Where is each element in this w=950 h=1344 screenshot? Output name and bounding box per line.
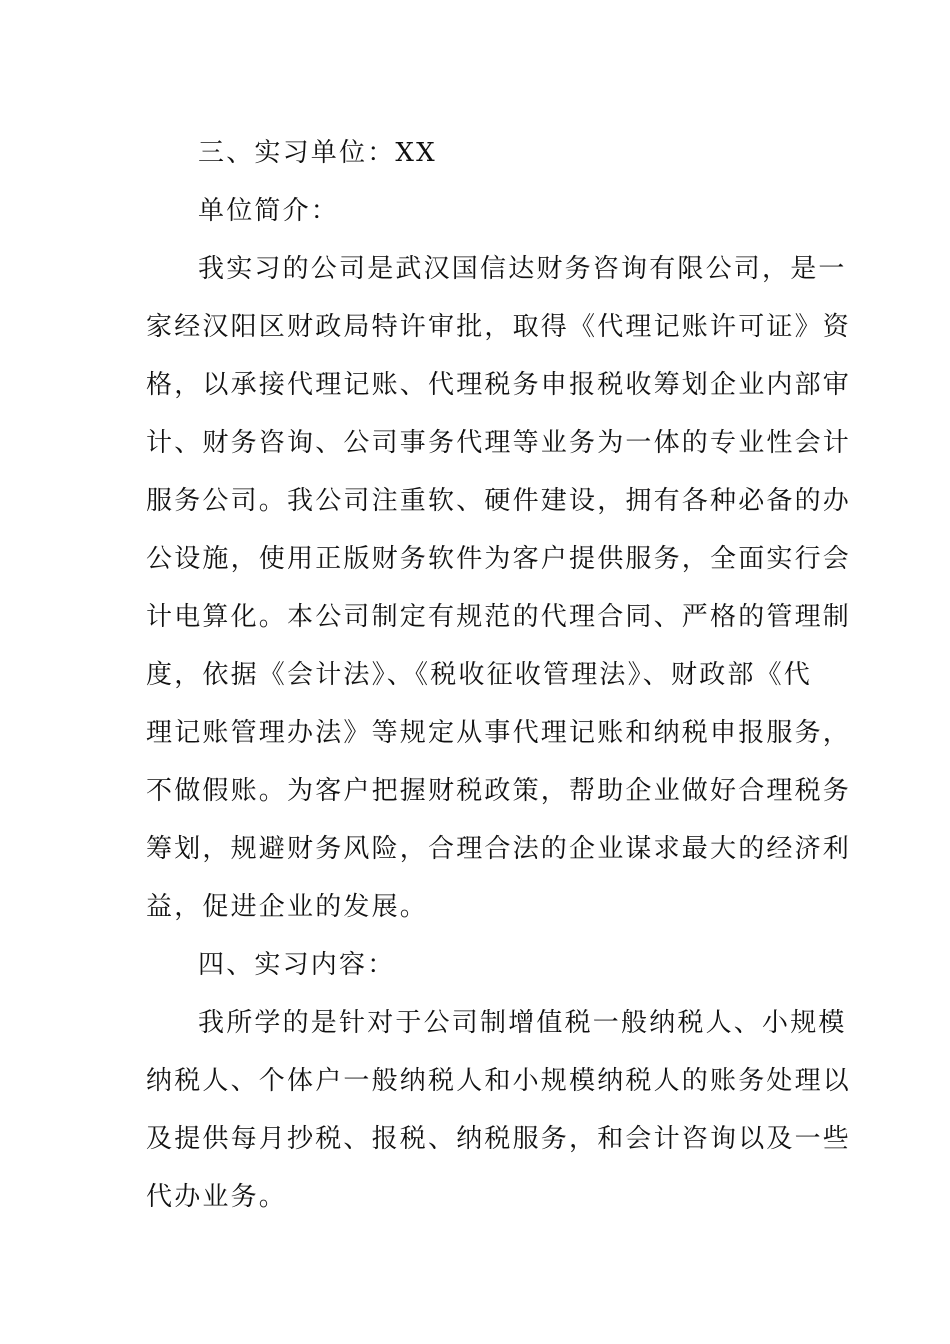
paragraph-line: 格，以承接代理记账、代理税务申报税收筹划企业内部审 [146, 370, 852, 400]
paragraph-line: 代办业务。 [146, 1182, 288, 1212]
company-intro-subheading: 单位简介： [198, 196, 340, 226]
paragraph-line: 及提供每月抄税、报税、纳税服务，和会计咨询以及一些 [146, 1124, 852, 1154]
paragraph-line: 我实习的公司是武汉国信达财务咨询有限公司，是一 [198, 254, 847, 284]
document-body [146, 130, 852, 1232]
paragraph-line: 理记账管理办法》等规定从事代理记账和纳税申报服务， [146, 718, 852, 748]
paragraph-line: 益，促进企业的发展。 [146, 892, 429, 922]
paragraph-line: 筹划，规避财务风险，合理合法的企业谋求最大的经济利 [146, 834, 852, 864]
paragraph-line: 家经汉阳区财政局特许审批，取得《代理记账许可证》资 [146, 312, 852, 342]
section-four-heading: 四、实习内容： [198, 950, 396, 980]
paragraph-line: 公设施，使用正版财务软件为客户提供服务，全面实行会 [146, 544, 852, 574]
paragraph-line: 不做假账。为客户把握财税政策，帮助企业做好合理税务 [146, 776, 852, 806]
paragraph-line: 度，依据《会计法》、《税收征收管理法》、财政部《代 [146, 660, 813, 690]
section-three-heading: 三、实习单位：XX [198, 138, 437, 168]
paragraph-line: 计电算化。本公司制定有规范的代理合同、严格的管理制 [146, 602, 852, 632]
paragraph-line: 服务公司。我公司注重软、硬件建设，拥有各种必备的办 [146, 486, 852, 516]
paragraph-line: 计、财务咨询、公司事务代理等业务为一体的专业性会计 [146, 428, 852, 458]
paragraph-line: 我所学的是针对于公司制增值税一般纳税人、小规模 [198, 1008, 847, 1038]
paragraph-line: 纳税人、个体户一般纳税人和小规模纳税人的账务处理以 [146, 1066, 852, 1096]
